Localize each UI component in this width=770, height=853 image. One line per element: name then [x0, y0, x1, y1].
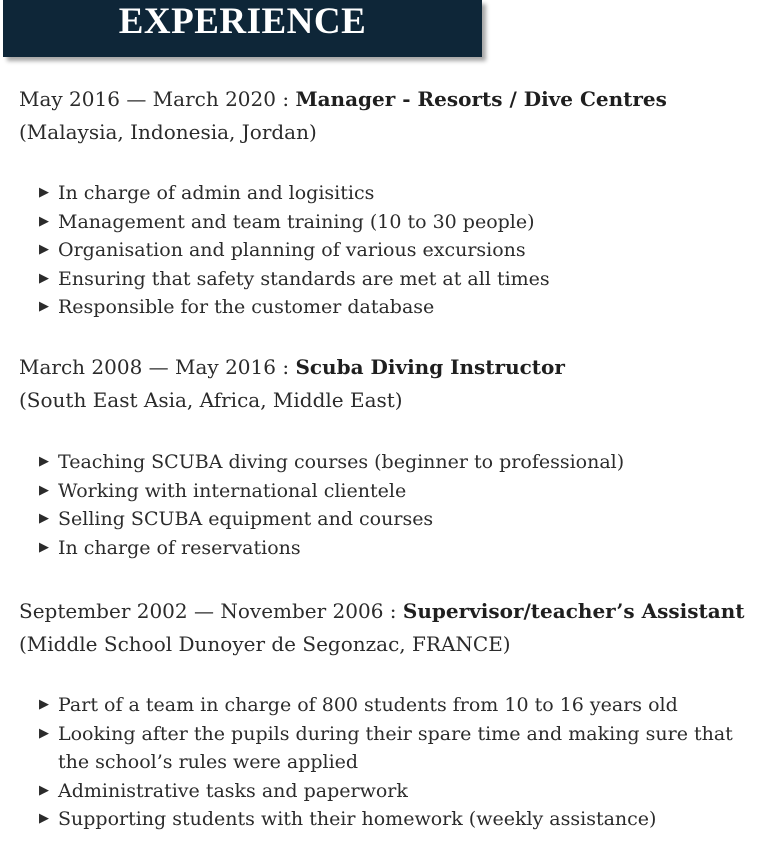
duty-item: ▶ Teaching SCUBA diving courses (beginner to professional) [39, 448, 754, 477]
job-location: (Malaysia, Indonesia, Jordan) [19, 120, 317, 144]
triangle-bullet-icon: ▶ [39, 511, 49, 526]
triangle-bullet-icon: ▶ [39, 811, 49, 826]
triangle-bullet-icon: ▶ [39, 482, 49, 498]
job-dates: May 2016 — March 2020 : [19, 87, 296, 111]
job-dates: September 2002 — November 2006 : [19, 599, 403, 623]
job-location: (Middle School Dunoyer de Segonzac, FRANCE) [19, 632, 511, 656]
duty-item: ▶ Part of a team in charge of 800 students from 10 to 16 years old [39, 691, 754, 720]
duty-item: ▶ Supporting students with their homework (weekly assistance) [39, 805, 754, 834]
triangle-bullet-icon: ▶ [39, 539, 49, 555]
triangle-bullet-icon: ▶ [39, 185, 49, 200]
duty-item: ▶ Management and team training (10 to 30 people) [39, 208, 754, 237]
job-title: Manager - Resorts / Dive Centres [295, 87, 667, 111]
job-entry [19, 351, 754, 562]
duty-item: ▶ Ensuring that safety standards are met at all times [39, 265, 754, 294]
job-title: Scuba Diving Instructor [295, 355, 565, 379]
triangle-bullet-icon: ▶ [39, 454, 49, 469]
duty-item: ▶ Organisation and planning of various excursions [39, 236, 754, 265]
duty-list [19, 448, 754, 562]
duty-item: ▶ In charge of reservations [39, 534, 754, 563]
triangle-bullet-icon: ▶ [39, 213, 49, 229]
job-location: (South East Asia, Africa, Middle East) [19, 388, 403, 412]
triangle-bullet-icon: ▶ [39, 270, 49, 286]
job-heading [19, 351, 754, 384]
job-entry [19, 595, 754, 834]
section-title: EXPERIENCE [118, 1, 367, 42]
triangle-bullet-icon: ▶ [39, 725, 49, 741]
triangle-bullet-icon: ▶ [39, 242, 49, 257]
job-heading [19, 595, 754, 628]
duty-item: ▶ Looking after the pupils during their spare time and making sure that the school’s rules were applied [39, 720, 754, 777]
job-dates: March 2008 — May 2016 : [19, 355, 296, 379]
job-heading [19, 83, 754, 116]
triangle-bullet-icon: ▶ [39, 697, 49, 712]
section-title-banner [3, 0, 482, 57]
duty-item: ▶ Working with international clientele [39, 477, 754, 506]
job-title: Supervisor/teacher’s Assistant [402, 599, 745, 623]
duty-list [19, 179, 754, 322]
duty-item: ▶ Administrative tasks and paperwork [39, 777, 754, 806]
duty-item: ▶ Responsible for the customer database [39, 293, 754, 322]
duty-list [19, 691, 754, 834]
triangle-bullet-icon: ▶ [39, 782, 49, 798]
duty-item: ▶ In charge of admin and logisitics [39, 179, 754, 208]
triangle-bullet-icon: ▶ [39, 299, 49, 314]
duty-item: ▶ Selling SCUBA equipment and courses [39, 505, 754, 534]
job-entry [19, 83, 754, 322]
